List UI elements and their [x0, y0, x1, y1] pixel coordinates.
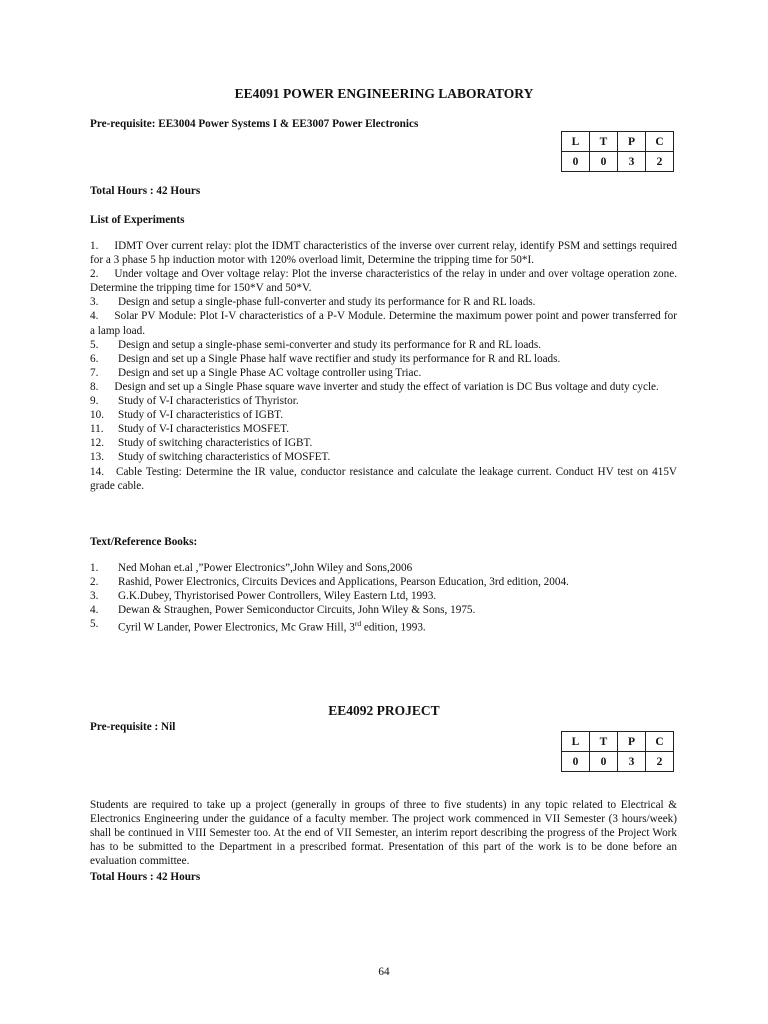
books-list: [90, 561, 677, 635]
course1-total-hours: Total Hours : 42 Hours: [90, 185, 201, 197]
ltpc-value-p: 3: [618, 152, 646, 172]
course1-prerequisite: Pre-requisite: EE3004 Power Systems I & EE3007 Power Electronics: [90, 118, 419, 130]
experiments-list: [90, 239, 677, 493]
course2-ltpc-table: [561, 731, 674, 772]
ltpc-value-c: 2: [646, 152, 674, 172]
book-item: 4. Dewan & Straughen, Power Semiconductor Circuits, John Wiley & Sons, 1975.: [90, 604, 476, 617]
experiment-item: 4. Solar PV Module: Plot I-V characteristics of a P-V Module. Determine the maximum power point and power transferred for a lamp load.: [90, 310, 677, 337]
experiment-item: 14. Cable Testing: Determine the IR value, conductor resistance and calculate the leakage current. Conduct HV test on 415V grade cable.: [90, 465, 677, 492]
ltpc-header-l: L: [562, 732, 590, 752]
ltpc-header-t: T: [590, 732, 618, 752]
book-item: 3. G.K.Dubey, Thyristorised Power Controllers, Wiley Eastern Ltd, 1993.: [90, 590, 437, 603]
book-item: 5. Cyril W Lander, Power Electronics, Mc Graw Hill, 3rd edition, 1993.: [90, 618, 426, 635]
course1-title: EE4091 POWER ENGINEERING LABORATORY: [234, 86, 534, 101]
ltpc-value-l: 0: [562, 752, 590, 772]
ltpc-value-row: [562, 752, 674, 772]
experiment-item: 6. Design and set up a Single Phase half wave rectifier and study its performance for R and RL loads.: [90, 352, 561, 365]
ltpc-value-p: 3: [618, 752, 646, 772]
ltpc-value-t: 0: [590, 152, 618, 172]
books-heading: Text/Reference Books:: [90, 536, 198, 548]
ltpc-header-l: L: [562, 132, 590, 152]
course2-prerequisite: Pre-requisite : Nil: [90, 721, 176, 733]
course1-ltpc-table: [561, 131, 674, 172]
course2-description: Students are required to take up a project (generally in groups of three to five students) in any topic related to Electrical & Electronics Engineering under the guidance of a faculty member. The project work commenced in VII Semester (3 hours/week) shall be continued in VIII Semester too. At the end of VII Semester, an interim report describing the progress of the Project Work has to be submitted to the Department in a prescribed format. Presentation of this part of the work is to be done before an evaluation committee.: [90, 799, 677, 868]
ltpc-header-row: [562, 132, 674, 152]
ltpc-header-t: T: [590, 132, 618, 152]
ltpc-header-p: P: [618, 132, 646, 152]
page-number: 64: [378, 966, 390, 978]
ltpc-value-c: 2: [646, 752, 674, 772]
ltpc-header-p: P: [618, 732, 646, 752]
experiment-item: 8. Design and set up a Single Phase square wave inverter and study the effect of variation is DC Bus voltage and duty cycle.: [90, 380, 659, 393]
experiment-item: 12. Study of switching characteristics of IGBT.: [90, 437, 313, 450]
experiments-heading: List of Experiments: [90, 214, 185, 226]
experiment-item: 11. Study of V-I characteristics MOSFET.: [90, 423, 290, 436]
ltpc-value-row: [562, 152, 674, 172]
book-item: 1. Ned Mohan et.al ,”Power Electronics”,John Wiley and Sons,2006: [90, 562, 413, 574]
experiment-item: 2. Under voltage and Over voltage relay: Plot the inverse characteristics of the relay in under and over voltage operation zone. Determine the tripping time for 150*V and 50*V.: [90, 268, 677, 295]
experiment-item: 13. Study of switching characteristics of MOSFET.: [90, 451, 331, 464]
experiment-item: 3. Design and setup a single-phase full-converter and study its performance for R and RL loads.: [90, 296, 536, 309]
ltpc-value-t: 0: [590, 752, 618, 772]
experiment-item: 9. Study of V-I characteristics of Thyristor.: [90, 395, 299, 408]
experiment-item: 10. Study of V-I characteristics of IGBT.: [90, 409, 284, 422]
experiment-item: 1. IDMT Over current relay: plot the IDMT characteristics of the inverse over current relay, identify PSM and settings required for a 3 phase 5 hp induction motor with 120% overload limit, Determine the tripping time for 50*I.: [90, 240, 677, 267]
experiment-item: 7. Design and set up a Single Phase AC voltage controller using Triac.: [90, 366, 422, 379]
course2-total-hours: Total Hours : 42 Hours: [90, 871, 201, 883]
experiment-item: 5. Design and setup a single-phase semi-converter and study its performance for R and RL loads.: [90, 338, 542, 351]
ltpc-header-row: [562, 732, 674, 752]
ltpc-value-l: 0: [562, 152, 590, 172]
course2-title: EE4092 PROJECT: [328, 703, 440, 718]
ltpc-header-c: C: [646, 732, 674, 752]
book-item: 2. Rashid, Power Electronics, Circuits Devices and Applications, Pearson Education, 3rd edition, 2004.: [90, 576, 569, 589]
ltpc-header-c: C: [646, 132, 674, 152]
